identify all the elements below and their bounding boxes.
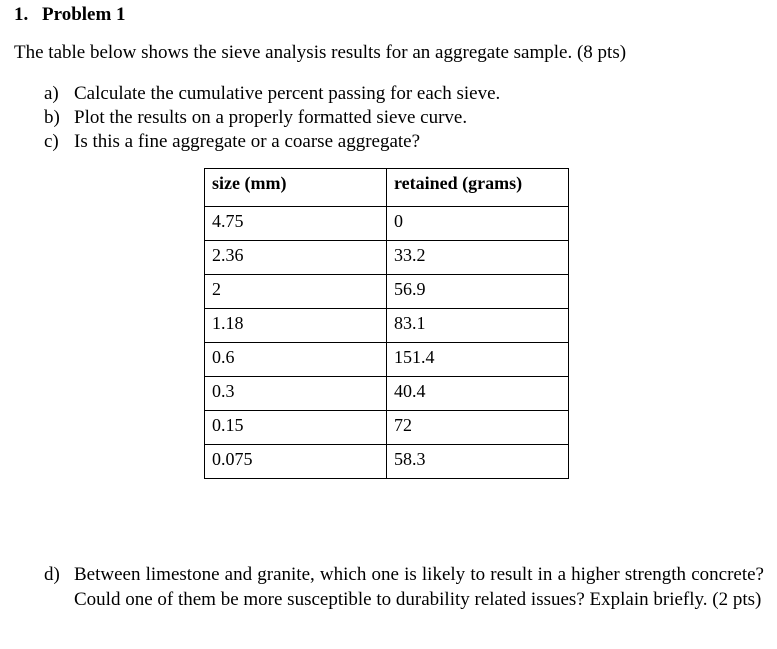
problem-heading — [14, 4, 126, 26]
table-row — [205, 309, 569, 343]
sieve-table — [204, 168, 569, 479]
table-row — [205, 275, 569, 309]
column-header-retained: retained (grams) — [387, 169, 569, 207]
size-cell: 0.6 — [205, 343, 387, 377]
question-a — [44, 82, 500, 106]
question-label: a) — [44, 83, 59, 104]
question-b — [44, 106, 500, 130]
table-header-row — [205, 169, 569, 207]
table-row — [205, 445, 569, 479]
intro-text: The table below shows the sieve analysis results for an aggregate sample. (8 pts) — [14, 42, 627, 63]
question-label: b) — [44, 107, 60, 128]
table-row — [205, 343, 569, 377]
question-list — [44, 82, 500, 154]
table-row — [205, 207, 569, 241]
table-row — [205, 241, 569, 275]
retained-cell: 72 — [387, 411, 569, 445]
retained-cell: 40.4 — [387, 377, 569, 411]
problem-number: 1. — [14, 4, 29, 25]
size-cell: 0.075 — [205, 445, 387, 479]
size-cell: 1.18 — [205, 309, 387, 343]
size-cell: 2.36 — [205, 241, 387, 275]
question-text: Is this a fine aggregate or a coarse aggregate? — [74, 131, 421, 152]
size-cell: 0.3 — [205, 377, 387, 411]
size-cell: 4.75 — [205, 207, 387, 241]
retained-cell: 33.2 — [387, 241, 569, 275]
question-text: Calculate the cumulative percent passing for each sieve. — [74, 83, 501, 104]
retained-cell: 151.4 — [387, 343, 569, 377]
size-cell: 2 — [205, 275, 387, 309]
retained-cell: 0 — [387, 207, 569, 241]
question-d — [44, 562, 764, 612]
question-text: Between limestone and granite, which one is likely to result in a higher strength concrete? Could one of them be more susceptible to durability related issues? Explain briefly. (2 pts) — [74, 564, 764, 610]
retained-cell: 83.1 — [387, 309, 569, 343]
question-label: c) — [44, 131, 59, 152]
table-row — [205, 411, 569, 445]
table-row — [205, 377, 569, 411]
retained-cell: 58.3 — [387, 445, 569, 479]
question-c — [44, 130, 500, 154]
column-header-size: size (mm) — [205, 169, 387, 207]
problem-title: Problem 1 — [42, 4, 126, 25]
question-label: d) — [44, 564, 60, 585]
retained-cell: 56.9 — [387, 275, 569, 309]
question-text: Plot the results on a properly formatted sieve curve. — [74, 107, 468, 128]
size-cell: 0.15 — [205, 411, 387, 445]
